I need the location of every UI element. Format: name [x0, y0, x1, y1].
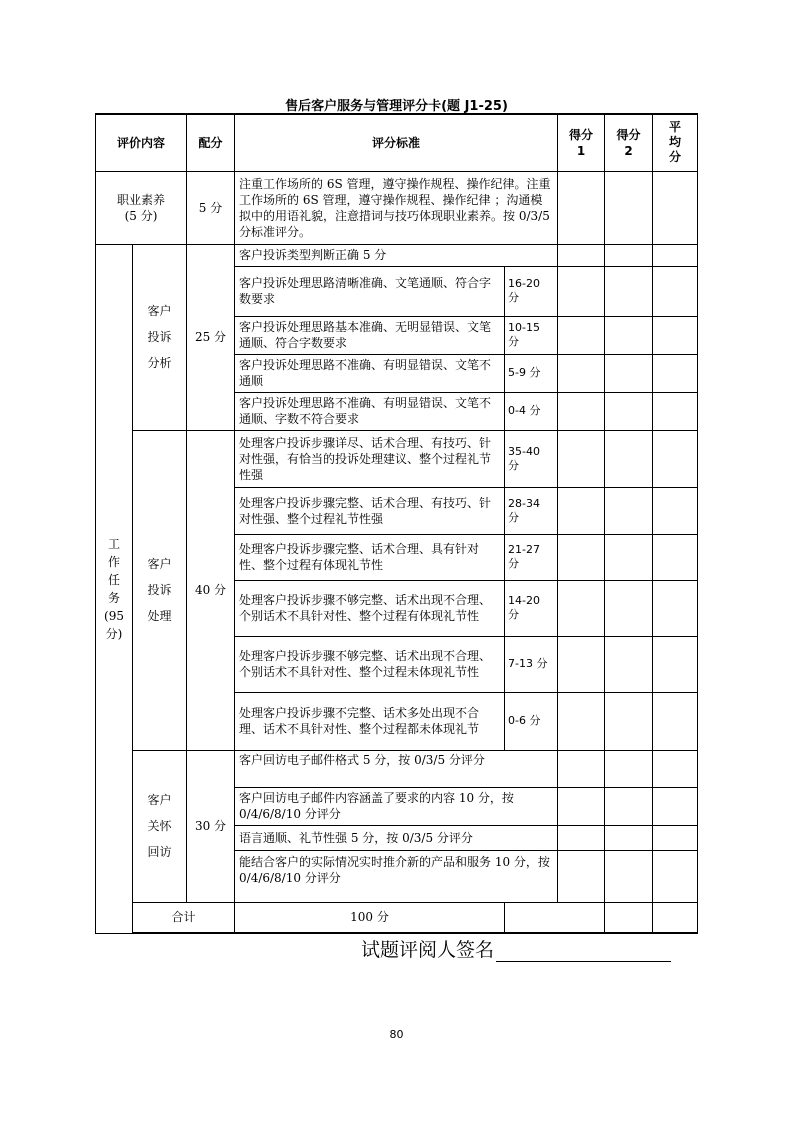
average-cell — [653, 316, 698, 354]
analysis-criteria-2: 客户投诉处理思路基本准确、无明显错误、文笔通顺、符合字数要求 — [235, 316, 505, 354]
score-1-cell — [558, 430, 605, 487]
handling-name: 客户 投诉 处理 — [133, 430, 187, 750]
handling-range-1: 28-34 分 — [505, 487, 558, 534]
score-2-cell — [605, 692, 653, 750]
page-number: 80 — [389, 1028, 404, 1041]
table-row — [96, 244, 698, 266]
score-2-cell — [605, 430, 653, 487]
average-cell — [653, 266, 698, 316]
care-name: 客户 关怀 回访 — [133, 750, 187, 902]
analysis-criteria-3: 客户投诉处理思路不准确、有明显错误、文笔不通顺 — [235, 354, 505, 392]
score-2-cell — [605, 171, 653, 244]
score-1-cell — [558, 316, 605, 354]
score-2-cell — [653, 902, 698, 933]
professional-points: 5 分 — [187, 171, 235, 244]
care-criteria-1: 客户回访电子邮件内容涵盖了要求的内容 10 分，按 0/4/6/8/10 分评分 — [235, 787, 558, 825]
score-1-cell — [558, 266, 605, 316]
care-criteria-3: 能结合客户的实际情况实时推介新的产品和服务 10 分，按 0/4/6/8/10 分评分 — [235, 850, 558, 902]
table-row — [96, 430, 698, 487]
analysis-range-3: 5-9 分 — [505, 354, 558, 392]
average-cell — [653, 392, 698, 430]
handling-criteria-0: 处理客户投诉步骤详尽、话术合理、有技巧、针对性强，有恰当的投诉处理建议、整个过程礼节性强 — [235, 430, 505, 487]
analysis-criteria-4: 客户投诉处理思路不准确、有明显错误、文笔不通顺、字数不符合要求 — [235, 392, 505, 430]
total-row — [96, 902, 698, 933]
score-1-cell — [558, 354, 605, 392]
score-1-cell — [558, 392, 605, 430]
professional-criteria: 注重工作场所的 6S 管理，遵守操作规程、操作纪律。注重工作场所的 6S 管理，遵守操作规程、操作纪律 ；沟通模拟中的用语礼貌，注意措词与技巧体现职业素养。按 0/3/5 分标准评分。 — [235, 171, 558, 244]
handling-range-4: 7-13 分 — [505, 636, 558, 692]
average-cell — [653, 850, 698, 902]
handling-range-5: 0-6 分 — [505, 692, 558, 750]
score-1-cell — [558, 636, 605, 692]
header-average: 平 均 分 — [653, 114, 698, 171]
score-1-cell — [558, 244, 605, 266]
care-criteria-2: 语言通顺、礼节性强 5 分，按 0/3/5 分评分 — [235, 825, 558, 850]
handling-criteria-5: 处理客户投诉步骤不完整、话术多处出现不合理、话术不具针对性、整个过程都未体现礼节 — [235, 692, 505, 750]
average-cell — [653, 244, 698, 266]
handling-range-0: 35-40 分 — [505, 430, 558, 487]
average-cell — [653, 750, 698, 787]
score-1-cell — [558, 534, 605, 580]
signature-line[interactable] — [496, 943, 671, 962]
handling-criteria-4: 处理客户投诉步骤不够完整、话术出现不合理、个别话术不具针对性、整个过程未体现礼节性 — [235, 636, 505, 692]
header-content: 评价内容 — [96, 114, 187, 171]
average-cell — [653, 636, 698, 692]
analysis-range-4: 0-4 分 — [505, 392, 558, 430]
average-cell — [653, 430, 698, 487]
work-task-name: 工 作 任 务 (95 分) — [96, 244, 133, 933]
total-criteria-cell — [505, 902, 605, 933]
signature-label: 试题评阅人签名 — [361, 939, 495, 961]
score-1-cell — [558, 850, 605, 902]
scoring-table — [95, 113, 698, 934]
score-2-cell — [605, 392, 653, 430]
score-1-cell — [558, 580, 605, 636]
score-2-cell — [605, 580, 653, 636]
table-header-row — [96, 114, 698, 171]
analysis-range-2: 10-15 分 — [505, 316, 558, 354]
handling-criteria-2: 处理客户投诉步骤完整、话术合理、具有针对性、整个过程有体现礼节性 — [235, 534, 505, 580]
average-cell — [653, 580, 698, 636]
average-cell — [653, 825, 698, 850]
care-points: 30 分 — [187, 750, 235, 902]
total-label: 合计 — [133, 902, 235, 933]
analysis-name: 客户 投诉 分析 — [133, 244, 187, 430]
average-cell — [653, 487, 698, 534]
reviewer-signature — [361, 935, 671, 962]
total-points: 100 分 — [235, 902, 505, 933]
score-2-cell — [605, 266, 653, 316]
care-criteria-0: 客户回访电子邮件格式 5 分，按 0/3/5 分评分 — [235, 750, 558, 787]
page-title: 售后客户服务与管理评分卡(题 J1-25) — [285, 99, 508, 114]
score-2-cell — [605, 750, 653, 787]
score-1-cell — [558, 171, 605, 244]
analysis-points: 25 分 — [187, 244, 235, 430]
score-2-cell — [605, 487, 653, 534]
score-1-cell — [558, 487, 605, 534]
average-cell — [653, 171, 698, 244]
table-row — [96, 750, 698, 787]
header-score-1: 得分 1 — [558, 114, 605, 171]
score-2-cell — [605, 787, 653, 825]
average-cell — [653, 692, 698, 750]
score-1-cell — [605, 902, 653, 933]
professional-name: 职业素养 (5 分) — [96, 171, 187, 244]
handling-criteria-3: 处理客户投诉步骤不够完整、话术出现不合理、个别话术不具针对性、整个过程有体现礼节性 — [235, 580, 505, 636]
header-score-2: 得分 2 — [605, 114, 653, 171]
score-2-cell — [605, 354, 653, 392]
handling-points: 40 分 — [187, 430, 235, 750]
score-2-cell — [605, 534, 653, 580]
analysis-criteria-0: 客户投诉类型判断正确 5 分 — [235, 244, 558, 266]
score-2-cell — [605, 244, 653, 266]
score-2-cell — [605, 636, 653, 692]
header-criteria: 评分标准 — [235, 114, 558, 171]
score-2-cell — [605, 316, 653, 354]
score-2-cell — [605, 850, 653, 902]
analysis-range-1: 16-20 分 — [505, 266, 558, 316]
score-1-cell — [558, 692, 605, 750]
table-row — [96, 171, 698, 244]
score-1-cell — [558, 750, 605, 787]
average-cell — [653, 787, 698, 825]
average-cell — [653, 534, 698, 580]
score-2-cell — [605, 825, 653, 850]
score-1-cell — [558, 825, 605, 850]
score-1-cell — [558, 787, 605, 825]
analysis-criteria-1: 客户投诉处理思路清晰准确、文笔通顺、符合字数要求 — [235, 266, 505, 316]
header-points: 配分 — [187, 114, 235, 171]
handling-range-3: 14-20 分 — [505, 580, 558, 636]
handling-range-2: 21-27 分 — [505, 534, 558, 580]
handling-criteria-1: 处理客户投诉步骤完整、话术合理、有技巧、针对性强、整个过程礼节性强 — [235, 487, 505, 534]
average-cell — [653, 354, 698, 392]
